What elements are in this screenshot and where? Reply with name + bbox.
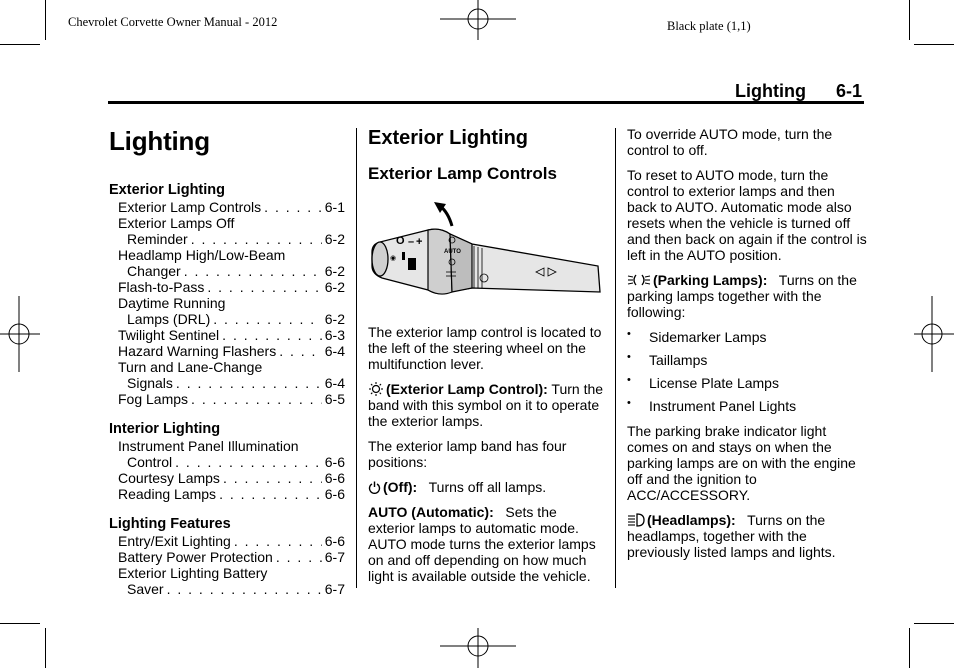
chapter-title: Lighting [109, 126, 210, 156]
toc-entry[interactable] [109, 343, 345, 359]
toc-section-list [109, 199, 345, 407]
toc-entry-title: Battery Power Protection [118, 549, 273, 565]
list-item [627, 352, 867, 368]
lamp-control-lever-illustration [368, 200, 604, 315]
column-divider [615, 128, 616, 588]
parking-brake-paragraph: The parking brake indicator light comes on and stays on when the parking lamps are on with the engine off and the ignition to ACC/ACCESSORY. [627, 423, 856, 503]
toc-entry[interactable] [109, 215, 345, 247]
toc-entry-title: Turn and Lane-Change [118, 359, 263, 375]
toc-leader-dots [191, 391, 322, 407]
toc-entry-title: Courtesy Lamps [118, 470, 220, 486]
table-of-contents [109, 182, 345, 597]
toc-entry-title: Reminder [127, 231, 188, 247]
toc-entry-title: Fog Lamps [118, 391, 189, 407]
toc-leader-dots [222, 327, 322, 343]
toc-entry-page: 6-4 [324, 375, 345, 391]
section-title: Exterior Lighting [368, 127, 528, 149]
running-header-page: 6-1 [835, 81, 862, 101]
off-position-paragraph [368, 479, 604, 495]
toc-entry-page: 6-1 [324, 199, 345, 215]
toc-entry-title: Flash-to-Pass [118, 279, 205, 295]
toc-entry[interactable] [109, 359, 345, 391]
bullet-icon: • [627, 328, 631, 340]
registration-mark [440, 628, 516, 668]
toc-entry[interactable] [109, 247, 345, 279]
toc-entry-page: 6-2 [324, 311, 345, 327]
exterior-lamp-icon [368, 382, 384, 396]
auto-label-text: AUTO (Automatic): [368, 504, 494, 520]
toc-leader-dots [176, 375, 322, 391]
power-off-icon [368, 481, 381, 494]
running-header-title: Lighting [735, 81, 806, 101]
toc-entry[interactable] [109, 327, 345, 343]
registration-mark [0, 296, 40, 372]
subsection-title: Exterior Lamp Controls [368, 164, 557, 183]
toc-leader-dots [264, 199, 322, 215]
parking-lamps-list [627, 329, 867, 414]
toc-entry[interactable] [109, 295, 345, 327]
crop-mark [45, 628, 46, 668]
parking-lamps-icon [627, 273, 651, 287]
crop-mark [909, 628, 910, 668]
exterior-lamp-control-label: (Exterior Lamp Control): [386, 381, 548, 397]
toc-leader-dots [279, 343, 322, 359]
toc-entry[interactable] [109, 549, 345, 565]
toc-section-heading: Interior Lighting [109, 421, 221, 437]
toc-entry-title: Exterior Lamp Controls [118, 199, 262, 215]
toc-entry[interactable] [109, 391, 345, 407]
list-item-text: Instrument Panel Lights [649, 398, 797, 414]
parking-lamps-text: Turns on the parking lamps together with the following: [627, 272, 857, 320]
crop-mark [0, 623, 40, 624]
bullet-icon: • [627, 351, 631, 363]
bullet-icon: • [627, 374, 631, 386]
bullet-icon: • [627, 397, 631, 409]
content-column-2 [368, 126, 604, 593]
running-header [735, 81, 862, 102]
toc-entry-page: 6-3 [324, 327, 345, 343]
toc-entry-page: 6-2 [324, 279, 345, 295]
override-auto-paragraph: To override AUTO mode, turn the control to off. [627, 126, 833, 158]
auto-position-paragraph [368, 504, 604, 584]
toc-section-list [109, 533, 345, 597]
toc-entry-title: Instrument Panel Illumination [118, 438, 299, 454]
toc-leader-dots [207, 279, 321, 295]
crop-mark [909, 0, 910, 40]
registration-mark [914, 296, 954, 372]
band-positions-paragraph: The exterior lamp band has four positions: [368, 438, 567, 470]
parking-lamps-paragraph [627, 272, 867, 320]
exterior-lamp-control-paragraph [368, 381, 604, 429]
dimmer-plus-symbol: + [416, 236, 423, 248]
headlamps-label: (Headlamps): [647, 512, 736, 528]
list-item [627, 329, 867, 345]
toc-entry-page: 6-4 [324, 343, 345, 359]
exterior-lamp-control-text: Turn the band with this symbol on it to operate the exterior lamps. [368, 381, 604, 429]
crop-mark [914, 623, 954, 624]
toc-leader-dots [213, 311, 322, 327]
toc-entry-title: Control [127, 454, 173, 470]
parking-lamps-label: (Parking Lamps): [653, 272, 768, 288]
toc-entry-title: Twilight Sentinel [118, 327, 220, 343]
crop-mark [914, 44, 954, 45]
toc-leader-dots [219, 486, 322, 502]
toc-entry-title: Entry/Exit Lighting [118, 533, 231, 549]
column-divider [356, 128, 357, 588]
svg-text:◉: ◉ [390, 255, 397, 262]
toc-entry[interactable] [109, 486, 345, 502]
toc-leader-dots [276, 549, 322, 565]
toc-entry-title: Changer [127, 263, 181, 279]
toc-leader-dots [191, 231, 322, 247]
dimmer-minus-symbol: – [408, 236, 415, 248]
toc-entry-title: Exterior Lamps Off [118, 215, 235, 231]
toc-entry-page: 6-6 [324, 486, 345, 502]
content-column-3 [627, 126, 867, 569]
off-symbol: O [396, 235, 405, 247]
toc-entry-title: Reading Lamps [118, 486, 217, 502]
off-text: Turns off all lamps. [428, 479, 547, 495]
manual-title-slug: Chevrolet Corvette Owner Manual - 2012 [68, 15, 278, 29]
toc-entry[interactable] [109, 438, 345, 470]
toc-entry-page: 6-7 [324, 581, 345, 597]
toc-section-list [109, 438, 345, 502]
reset-auto-paragraph: To reset to AUTO mode, turn the control to exterior lamps and then back to AUTO. Automatic mode also resets when the vehicle is turned off and then back on again if the control is left in the AUTO position. [627, 167, 867, 263]
toc-column [109, 126, 345, 597]
toc-entry[interactable] [109, 533, 345, 549]
registration-mark [440, 0, 516, 40]
list-item-text: License Plate Lamps [649, 375, 779, 391]
toc-entry[interactable] [109, 199, 345, 215]
auto-label: AUTO [444, 249, 461, 255]
toc-entry-title: Daytime Running [118, 295, 226, 311]
plate-label: Black plate (1,1) [667, 19, 751, 33]
toc-entry-page: 6-5 [324, 391, 345, 407]
headlamps-icon [627, 513, 645, 527]
toc-entry-title: Exterior Lighting Battery [118, 565, 268, 581]
crop-mark [45, 0, 46, 40]
off-label: (Off): [383, 479, 418, 495]
toc-entry-title: Hazard Warning Flashers [118, 343, 277, 359]
toc-leader-dots [184, 263, 322, 279]
headlamps-paragraph [627, 512, 867, 560]
toc-entry-title: Saver [127, 581, 164, 597]
headlamps-text: Turns on the headlamps, together with the previously listed lamps and lights. [627, 512, 836, 560]
toc-entry-page: 6-6 [324, 470, 345, 486]
toc-entry[interactable] [109, 470, 345, 486]
toc-entry-page: 6-2 [324, 263, 345, 279]
toc-entry-title: Lamps (DRL) [127, 311, 211, 327]
list-item-text: Taillamps [649, 352, 708, 368]
toc-entry-title: Signals [127, 375, 173, 391]
toc-leader-dots [223, 470, 322, 486]
toc-leader-dots [167, 581, 322, 597]
toc-entry-page: 6-6 [324, 533, 345, 549]
toc-entry-page: 6-6 [324, 454, 345, 470]
toc-entry[interactable] [109, 279, 345, 295]
list-item [627, 375, 867, 391]
toc-entry-page: 6-7 [324, 549, 345, 565]
toc-leader-dots [175, 454, 322, 470]
header-rule [108, 101, 864, 104]
toc-section-heading: Exterior Lighting [109, 182, 225, 198]
toc-entry[interactable] [109, 565, 345, 597]
toc-entry-page: 6-2 [324, 231, 345, 247]
toc-entry-title: Headlamp High/Low-Beam [118, 247, 286, 263]
auto-text: Sets the exterior lamps to automatic mode. AUTO mode turns the exterior lamps on and off depending on how much light is available outside the vehicle. [368, 504, 596, 584]
list-item-text: Sidemarker Lamps [649, 329, 767, 345]
toc-leader-dots [234, 533, 322, 549]
crop-mark [0, 44, 40, 45]
lever-location-paragraph: The exterior lamp control is located to the left of the steering wheel on the multifunction lever. [368, 324, 602, 372]
list-item [627, 398, 867, 414]
toc-section-heading: Lighting Features [109, 516, 231, 532]
